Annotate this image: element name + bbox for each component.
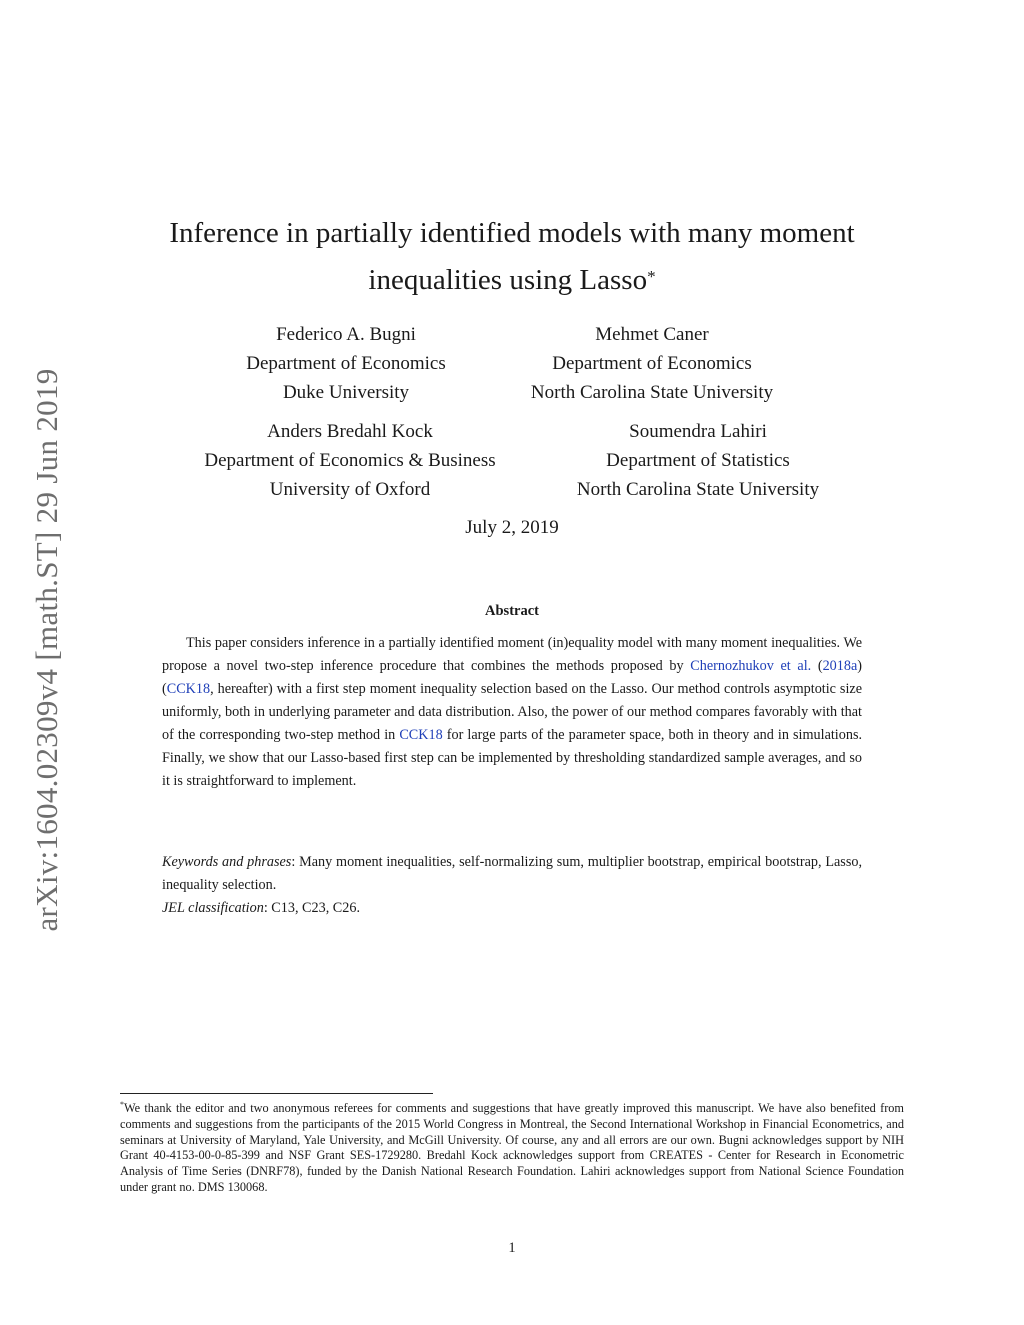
title-footnote-mark[interactable]: * [647,267,656,286]
abstract-text: for large parts of the parameter space, both in theory and in simulations. Finally, we show that our Lasso-based first step can be implemented by thresholding standardized sample averages, and so it is straightforward to implement. [162,727,863,789]
keywords-label: Keywords and phrases [162,854,292,870]
author-name: Federico A. Bugni [276,324,416,345]
author-name: Soumendra Lahiri [629,421,767,442]
jel-paragraph [162,897,862,920]
author-department: Department of Economics [552,353,752,374]
footnote-text: We thank the editor and two anonymous referees for comments and suggestions that have greatly improved this manuscript. We have also benefited from comments and suggestions from the participants of the 2015 World Congress in Montreal, the Second International Workshop in Financial Econometrics, and seminars at University of Maryland, Yale University, and McGill University. Of course, any and all errors are our own. Bugni acknowledges support by NIH Grant 40-4153-00-0-85-399 and NSF Grant SES-1729280. Bredahl Kock acknowledges support from CREATES - Center for Research in Econometric Analysis of Time Series (DNRF78), funded by the Danish National Research Foundation. Lahiri acknowledges support from National Science Foundation under grant no. DMS 130068. [120,1101,904,1195]
author-block-caner [531,320,773,407]
abstract-body [162,632,862,793]
author-block-lahiri [577,417,819,504]
citation-link-2018a[interactable]: 2018a [822,658,858,674]
abstract-text: This paper considers inference in a partially identified moment (in)equality model with many moment inequalities. We propose a novel two-step inference procedure that combines the methods proposed by [162,635,862,674]
abstract-heading: Abstract [485,603,539,619]
citation-link-cck18[interactable]: CCK18 [166,681,211,697]
author-block-bugni [246,320,445,407]
acknowledgement-footnote [120,1097,904,1196]
author-institution: North Carolina State University [530,382,774,403]
citation-link-cck18-second[interactable]: CCK18 [399,727,443,743]
title-line-1: Inference in partially identified models with many moment [169,217,855,249]
author-name: Mehmet Caner [595,324,709,345]
author-institution: University of Oxford [269,479,431,500]
abstract-text: , hereafter) with a first step moment inequality selection based on the Lasso. Our method controls asymptotic size uniformly, both in underlying parameter and data distribution. Also, the power of our method compares favorably with that of the corresponding two-step method in [162,681,862,743]
page-number: 1 [508,1240,516,1256]
paper-title [140,210,884,304]
jel-label: JEL classification [162,900,264,916]
publication-date: July 2, 2019 [465,517,559,538]
author-institution: North Carolina State University [576,479,820,500]
author-block-kock [204,417,495,504]
keywords-paragraph [162,851,862,897]
footnote-divider [120,1093,433,1094]
keywords-section [162,851,862,920]
abstract-text: ) ( [162,658,862,697]
arxiv-identifier-stamp[interactable]: arXiv:1604.02309v4 [math.ST] 29 Jun 2019 [29,368,64,932]
author-department: Department of Economics [246,353,446,374]
jel-text: : C13, C23, C26. [263,900,360,916]
author-department: Department of Economics & Business [204,450,496,471]
author-department: Department of Statistics [606,450,790,471]
author-name: Anders Bredahl Kock [267,421,433,442]
abstract-text: ( [811,658,823,674]
title-line-2 [140,257,884,304]
footnote-mark: * [120,1100,124,1109]
author-institution: Duke University [282,382,410,403]
keywords-text: : Many moment inequalities, self-normalizing sum, multiplier bootstrap, empirical bootstrap, Lasso, inequality selection. [162,854,862,893]
title-line-2-text: inequalities using Lasso [368,264,648,296]
citation-link-chernozhukov[interactable]: Chernozhukov et al. [690,658,812,674]
